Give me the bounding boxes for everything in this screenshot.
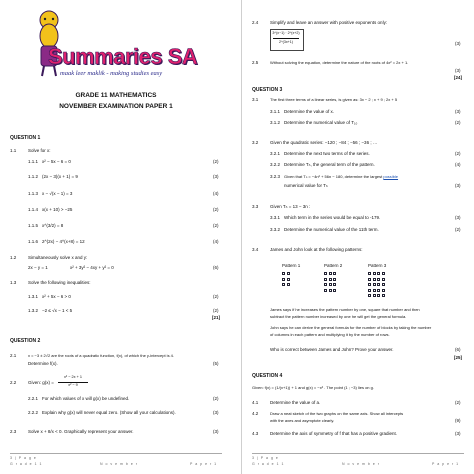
mark: (5) [213,361,219,366]
pattern-block [287,272,290,275]
q-text: James and John look at the following patterns: [270,247,363,252]
equation: 2x − y = 1 [28,265,48,270]
equation: x² + 5x − 6 > 0 [42,294,71,299]
pattern-block [282,283,285,286]
footer-rule [10,453,222,454]
q-text: Solve the following inequalities: [28,280,91,285]
sub-number: 3.2.2 [270,162,281,167]
pattern-block [377,283,380,286]
pattern-block [333,283,336,286]
sub-number: 1.1.3 [28,191,39,196]
footer-rule [252,453,464,454]
equation: (2x − 3)(x + 1) = 9 [42,174,78,179]
mark: (2) [213,308,219,313]
q-number: 3.1 [252,97,259,102]
equation: x² + 3y² − 4xy + y² = 0 [70,265,114,270]
pattern-block [324,289,327,292]
q-text: For which values of x will g(x) be undefined. [42,396,130,401]
paper-heading: NOVEMBER EXAMINATION PAPER 1 [59,103,173,110]
pattern-block [382,294,385,297]
sub-number: 1.3.2 [28,308,39,313]
page-right [241,0,474,474]
mark: (4) [455,162,461,167]
sub-number: 1.1.6 [28,239,39,244]
q-number: 1.3 [10,280,17,285]
sub-number: 3.1.1 [270,109,281,114]
mark: (2) [213,223,219,228]
mark: (3) [213,174,219,179]
q-number: 3.2 [252,140,259,145]
q-text [284,175,398,179]
q-text: with the axes and asymptote clearly. [270,418,335,423]
pattern-label: Pattern 1 [282,263,301,268]
question-3-title: QUESTION 3 [252,87,283,93]
mark: (9) [455,418,461,423]
sub-number: 2.2.1 [28,396,39,401]
q-text: Determine the numerical value of the 11th term. [284,227,379,232]
mark: (3) [455,41,461,46]
q-text: Without solving the equation, determine the nature of the roots of 4x² = 2x + 1. [270,60,409,65]
sub-number: 3.1.2 [270,120,281,125]
page-gutter [232,0,241,474]
mark: (3) [455,68,461,73]
pattern-block [382,283,385,286]
page-left [0,0,232,474]
pattern-block [377,289,380,292]
footer-page: 3 | P a g e [10,456,37,460]
question-2-title: QUESTION 2 [10,338,41,344]
sub-number: 1.1.2 [28,174,39,179]
q-number: 2.5 [252,60,259,65]
pattern-block [333,278,336,281]
mark: (2) [455,227,461,232]
pattern-block [373,272,376,275]
q-text: Given: g(x) = [28,380,54,385]
fraction-numerator: 3^(x−1) · 2^(x+2) [272,31,300,35]
footer-page: 3 | P a g e [252,456,279,460]
pattern-block [368,283,371,286]
equation: x − √(x − 1) = 3 [42,191,73,196]
q-text: subtract the pattern number increased by one he will get the general formula. [270,314,407,319]
mark: (4) [213,239,219,244]
q-text: James says if he increases the pattern number by one, square that number and then [270,307,420,312]
q-text: Determine the next two terms of the series. [284,151,370,156]
mark: (3) [213,429,219,434]
q-number: 4.2 [252,411,259,416]
equation: −2 ≤ √x − 1 < 5 [42,308,73,313]
q-text: Simplify and leave an answer with positive exponents only: [270,20,388,25]
pattern-block [329,289,332,292]
pattern-block [287,278,290,281]
pattern-block [377,294,380,297]
q-text: Solve for x: [28,148,51,153]
footer-month: N o v e m b e r [100,462,138,466]
q-number: 4.1 [252,400,259,405]
q-text: Solve x + 8/x < 0. Graphically represent your answer. [28,429,134,434]
pattern-block [382,278,385,281]
q-number: 1.2 [10,255,17,260]
pattern-block [368,294,371,297]
q-number: 1.1 [10,148,17,153]
q-text: Determine the numerical value of T₁₀ [284,120,358,125]
fraction-numerator: x² − 2x + 1 [64,375,82,379]
q-text: Determine the value of a. [270,400,321,405]
q-number: 2.1 [10,353,17,358]
mark: (2) [213,294,219,299]
q-number: 2.3 [10,429,17,434]
q-number: 2.4 [252,20,259,25]
question-1-title: QUESTION 1 [10,135,41,141]
possible-link[interactable]: possible [383,174,399,179]
pattern-block [282,278,285,281]
logo-title: Summaries SA [48,44,198,69]
q-text: Which term in the series would be equal to -179. [284,215,381,220]
q-text: Explain why g(x) will never equal zero. (Show all your calculations). [42,410,176,415]
equation: x(x + 10) > −25 [42,207,73,212]
pattern-block [329,272,332,275]
q-number: 4.3 [252,431,259,436]
pattern-block [373,289,376,292]
sub-number: 3.2.1 [270,151,281,156]
q-text: Given Tₙ = 13 − 3n : [270,204,311,209]
q-text: x = −3 ± 2√2 are the roots of a quadratic function, f(x), of which the y-intercept is 4. [28,353,175,358]
pattern-block [324,272,327,275]
footer-paper: P a p e r 1 [432,462,460,466]
pattern-block [329,283,332,286]
mark: (3) [213,410,219,415]
q-text: Determine f(x). [28,361,58,366]
pattern-block [282,272,285,275]
question-4-title: QUESTION 4 [252,373,283,379]
q-text: The first three terms of a linear series, is given as: 3x − 2 ; x + 9 ; 2x + 5 [270,97,398,102]
mark: (2) [455,120,461,125]
q-text: John says he can derive the general formula for the number of blocks by taking the number [270,325,432,330]
q-text: Given the quadratic series: −120 ; −84 ; −56 ; −36 ; … [270,140,378,145]
q-text: Given: f(x) = (1/(x+1)) + 1 and g(x) = −x² . The point (1 ; −3) lies on g. [252,385,374,390]
question-total: [21] [212,315,221,320]
pattern-block [333,289,336,292]
mark: (2) [455,151,461,156]
mark: (2) [213,207,219,212]
equation: x² − 5x − 6 = 0 [42,159,71,164]
pattern-block [373,283,376,286]
question-total: [24] [454,75,463,80]
fraction-denominator: 2^(3x+1) [279,40,293,44]
pattern-block [368,272,371,275]
pattern-block [373,278,376,281]
pattern-block [324,278,327,281]
mark: (2) [455,400,461,405]
fraction-bar [273,38,299,39]
mark: (3) [455,183,461,188]
equation: 2^(2x) − 4^(x+8) = 12 [42,239,85,244]
pattern-block [373,294,376,297]
q-text-part: Given that Tₙ = −4n² + 56n − 180, determine the largest [284,174,384,179]
q-text: of columns in each pattern and multiplying it by the number of rows. [270,332,390,337]
mark: (3) [455,109,461,114]
pattern-block [329,278,332,281]
footer-grade: G r a d e 1 1 [10,462,43,466]
pattern-block [377,278,380,281]
pattern-label: Pattern 2 [324,263,343,268]
sub-number: 3.2.3 [270,174,281,179]
fraction-denominator: x² − 9 [68,383,78,387]
pattern-block [382,272,385,275]
q-text: numerical value for Tₙ [284,183,328,188]
mark: (2) [213,396,219,401]
pattern-block [382,289,385,292]
pattern-block [324,283,327,286]
q-text: Determine the value of x. [284,109,335,114]
q-number: 3.4 [252,247,259,252]
q-number: 3.3 [252,204,259,209]
pattern-block [333,272,336,275]
mark: (6) [213,265,219,270]
sub-number: 1.1.1 [28,159,39,164]
sub-number: 2.2.2 [28,410,39,415]
sub-number: 1.1.4 [28,207,39,212]
grade-heading: GRADE 11 MATHEMATICS [75,92,157,99]
footer-paper: P a p e r 1 [190,462,218,466]
sub-number: 3.3.2 [270,227,281,232]
q-text: Determine the axis of symmetry of f that has a positive gradient. [270,431,398,436]
q-text: Determine Tₙ, the general term of the pattern. [284,162,375,167]
mark: (4) [213,191,219,196]
mark: (3) [455,431,461,436]
pattern-block [368,278,371,281]
pattern-block [368,289,371,292]
pattern-block [377,272,380,275]
q-text: Draw a neat sketch of the two graphs on the same axis. Show all intercepts [270,411,404,416]
q-text: Simultaneously solve x and y: [28,255,88,260]
q-text: Who is correct between James and John? Prove your answer. [270,347,394,352]
sub-number: 1.3.1 [28,294,39,299]
footer-grade: G r a d e 1 1 [252,462,285,466]
sub-number: 3.3.1 [270,215,281,220]
question-total: [25] [454,355,463,360]
pattern-block [287,283,290,286]
mark: (2) [213,159,219,164]
mark: (3) [455,215,461,220]
sub-number: 1.1.5 [28,223,39,228]
equation: x^(3/2) = 8 [42,223,64,228]
footer-month: N o v e m b e r [342,462,380,466]
q-number: 2.2 [10,380,17,385]
mark: (6) [455,347,461,352]
logo-tagline: maak leer maklik - making studies easy [60,70,163,77]
pattern-label: Pattern 3 [368,263,387,268]
